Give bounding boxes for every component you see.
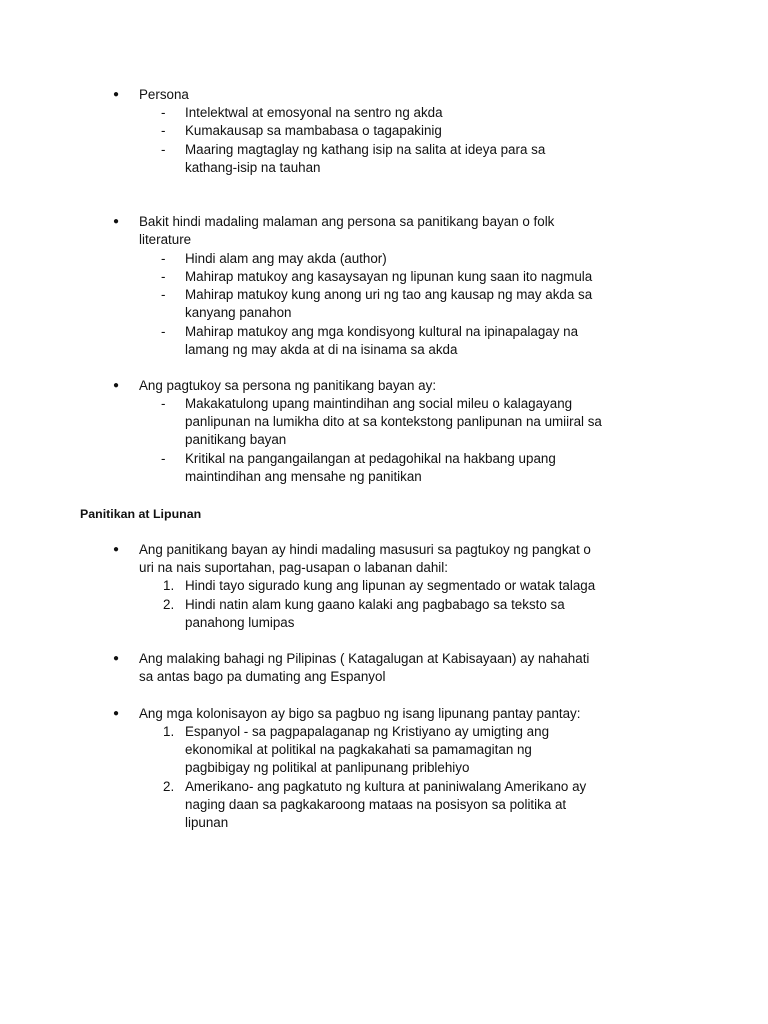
list-item-continued: lipunan [185, 815, 229, 830]
persona-title: Persona [139, 87, 189, 102]
list-item: Hindi alam ang may akda (author) [185, 251, 387, 266]
number-marker: 1. [163, 724, 175, 739]
list-item: Makakatulong upang maintindihan ang social mileu o kalagayang [185, 396, 573, 411]
bullet-icon: ● [113, 380, 120, 391]
list-item-continued: naging daan sa pagkakaroong mataas na posisyon sa politika at [185, 797, 567, 812]
dash-marker: - [161, 396, 166, 411]
number-marker: 1. [163, 578, 175, 593]
dash-marker: - [161, 142, 166, 157]
bullet-text: Ang pagtukoy sa persona ng panitikang bayan ay: [139, 378, 437, 393]
list-item-continued: kathang-isip na tauhan [185, 160, 321, 175]
list-item: Mahirap matukoy kung anong uri ng tao ang kausap ng may akda sa [185, 287, 593, 302]
section-heading: Panitikan at Lipunan [80, 507, 202, 521]
list-item-continued: maintindihan ang mensahe ng panitikan [185, 469, 422, 484]
dash-marker: - [161, 269, 166, 284]
dash-marker: - [161, 324, 166, 339]
bullet-icon: ● [113, 89, 120, 100]
dash-marker: - [161, 251, 166, 266]
bullet-icon: ● [113, 708, 120, 719]
bullet-text-continued: literature [139, 232, 192, 247]
list-item: Espanyol - sa pagpapalaganap ng Kristiyano ay umigting ang [185, 724, 550, 739]
list-item: Hindi natin alam kung gaano kalaki ang pagbabago sa teksto sa [185, 597, 565, 612]
list-item-continued: panlipunan na lumikha dito at sa kontekstong panlipunan na umiiral sa [185, 414, 602, 429]
list-item: Amerikano- ang pagkatuto ng kultura at paniniwalang Amerikano ay [185, 779, 587, 794]
dash-marker: - [161, 123, 166, 138]
list-item: Kumakausap sa mambabasa o tagapakinig [185, 123, 442, 138]
bullet-icon: ● [113, 544, 120, 555]
list-item: Maaring magtaglay ng kathang isip na salita at ideya para sa [185, 142, 546, 157]
list-item: Mahirap matukoy ang mga kondisyong kultural na ipinapalagay na [185, 324, 579, 339]
list-item-continued: pagbibigay ng politikal at panlipunang priblehiyo [185, 760, 470, 775]
bullet-text: Ang mga kolonisayon ay bigo sa pagbuo ng isang lipunang pantay pantay: [139, 706, 581, 721]
bullet-text-continued: sa antas bago pa dumating ang Espanyol [139, 669, 386, 684]
bullet-text: Ang panitikang bayan ay hindi madaling masusuri sa pagtukoy ng pangkat o [139, 542, 591, 557]
bullet-icon: ● [113, 216, 120, 227]
list-item-continued: ekonomikal at politikal na pagkakahati sa pamamagitan ng [185, 742, 532, 757]
bullet-icon: ● [113, 653, 120, 664]
list-item-continued: lamang ng may akda at di na isinama sa akda [185, 342, 458, 357]
list-item-continued: panahong lumipas [185, 615, 295, 630]
bullet-text: Bakit hindi madaling malaman ang persona sa panitikang bayan o folk [139, 214, 555, 229]
bullet-text-continued: uri na nais suportahan, pag-usapan o labanan dahil: [139, 560, 448, 575]
dash-marker: - [161, 105, 166, 120]
list-item: Intelektwal at emosyonal na sentro ng akda [185, 105, 443, 120]
list-item: Hindi tayo sigurado kung ang lipunan ay segmentado or watak talaga [185, 578, 596, 593]
dash-marker: - [161, 451, 166, 466]
list-item: Mahirap matukoy ang kasaysayan ng lipunan kung saan ito nagmula [185, 269, 593, 284]
dash-marker: - [161, 287, 166, 302]
list-item: Kritikal na pangangailangan at pedagohikal na hakbang upang [185, 451, 556, 466]
list-item-continued: kanyang panahon [185, 305, 292, 320]
bullet-text: Ang malaking bahagi ng Pilipinas ( Katagalugan at Kabisayaan) ay nahahati [139, 651, 590, 666]
number-marker: 2. [163, 597, 175, 612]
list-item-continued: panitikang bayan [185, 432, 287, 447]
number-marker: 2. [163, 779, 175, 794]
